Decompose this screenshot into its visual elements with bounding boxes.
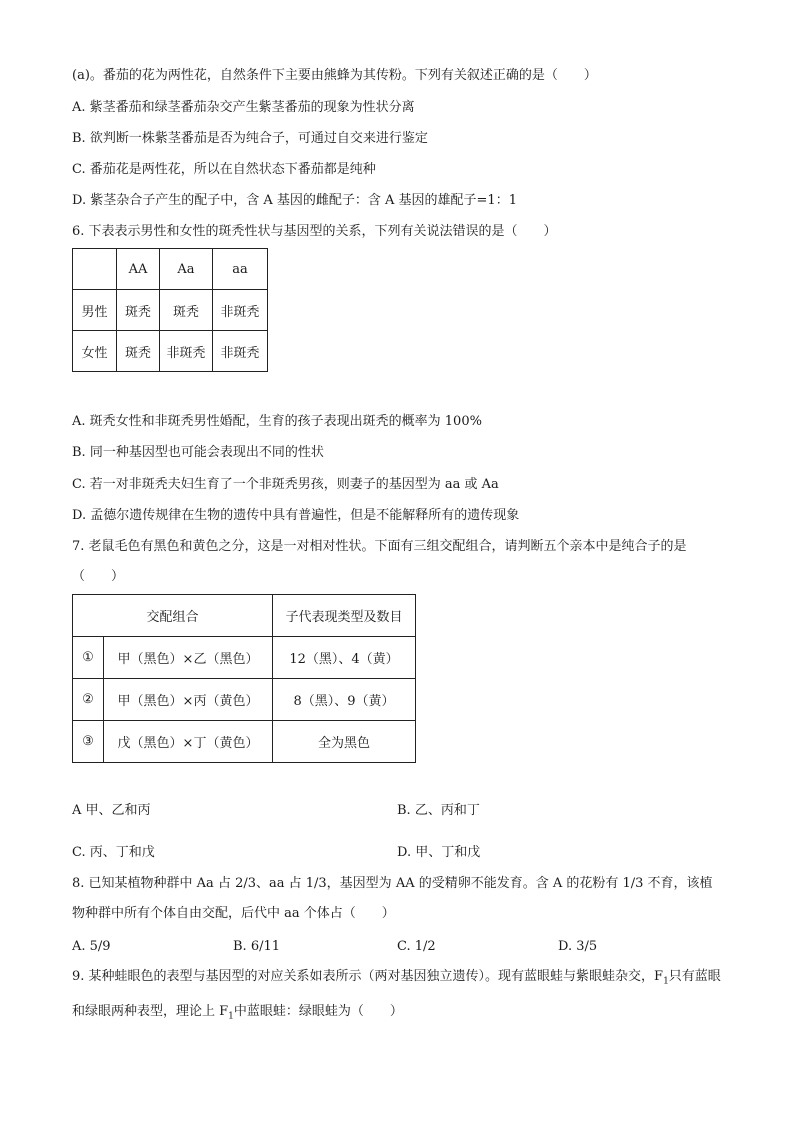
q5-option-c: C. 番茄花是两性花，所以在自然状态下番茄都是纯种 — [72, 162, 376, 177]
table-row — [73, 721, 416, 763]
table-cell: 非斑秃 — [213, 331, 268, 372]
table-cell: AA — [117, 249, 160, 290]
q9-stem-part-3: 中蓝眼蛙：绿眼蛙为（ ） — [233, 1003, 403, 1019]
table-row — [73, 290, 268, 331]
table-cell: 斑秃 — [117, 331, 160, 372]
q5-option-a: A. 紫茎番茄和绿茎番茄杂交产生紫茎番茄的现象为性状分离 — [72, 100, 415, 115]
table-cell: 戊（黑色）×丁（黄色） — [104, 721, 273, 763]
q7-option-d: D. 甲、丁和戊 — [397, 845, 481, 860]
q8-stem: 8. 已知某植物种群中 Aa 占 2/3、aa 占 1/3，基因型为 AA 的受精卵不能发育。含 A 的花粉有 1/3 不育，该植物种群中所有个体自由交配，后代中 aa 个体占（ ） — [72, 876, 713, 921]
q6-option-d: D. 孟德尔遗传规律在生物的遗传中具有普遍性，但是不能解释所有的遗传现象 — [72, 508, 520, 523]
q9-stem-part-2: 只有蓝眼和绿眼两种表型，理论上 F — [72, 969, 721, 1019]
q6-option-a: A. 斑秃女性和非斑秃男性婚配，生育的孩子表现出斑秃的概率为 100% — [72, 414, 482, 429]
table-cell: 斑秃 — [160, 290, 213, 331]
q6-table — [72, 248, 268, 372]
table-cell: ① — [73, 637, 104, 679]
table-cell: 非斑秃 — [160, 331, 213, 372]
table-cell: 男性 — [73, 290, 117, 331]
q5-option-b: B. 欲判断一株紫茎番茄是否为纯合子，可通过自交来进行鉴定 — [72, 131, 428, 146]
table-cell: 甲（黑色）×丙（黄色） — [104, 679, 273, 721]
q9-subscript-2: 1 — [228, 1011, 234, 1022]
q6-option-c: C. 若一对非斑秃夫妇生育了一个非斑秃男孩，则妻子的基因型为 aa 或 Aa — [72, 477, 499, 492]
q6-stem: 6. 下表表示男性和女性的斑秃性状与基因型的关系，下列有关说法错误的是（ ） — [72, 224, 557, 239]
q8-option-b: B. 6/11 — [233, 939, 281, 954]
q8-option-d: D. 3/5 — [558, 939, 598, 954]
q8-option-a: A. 5/9 — [72, 939, 111, 954]
q5-option-d: D. 紫茎杂合子产生的配子中，含 A 基因的雌配子：含 A 基因的雄配子=1：1 — [72, 193, 517, 208]
table-cell: 交配组合 — [73, 595, 273, 637]
table-cell: 非斑秃 — [213, 290, 268, 331]
table-row — [73, 331, 268, 372]
q7-option-a: A 甲、乙和丙 — [72, 803, 151, 818]
table-cell: ② — [73, 679, 104, 721]
q7-table — [72, 594, 416, 763]
table-row — [73, 679, 416, 721]
q7-option-b: B. 乙、丙和丁 — [397, 803, 480, 818]
table-cell: 甲（黑色）×乙（黑色） — [104, 637, 273, 679]
table-cell: 8（黑）、9（黄） — [273, 679, 416, 721]
table-cell: 12（黑）、4（黄） — [273, 637, 416, 679]
table-cell: aa — [213, 249, 268, 290]
table-cell: 全为黑色 — [273, 721, 416, 763]
q9-stem-part-1: 9. 某种蛙眼色的表型与基因型的对应关系如表所示（两对基因独立遗传）。现有蓝眼蛙与紫眼蛙杂交，F — [72, 969, 664, 984]
table-row — [73, 249, 268, 290]
q5-stem: (a)。番茄的花为两性花，自然条件下主要由熊蜂为其传粉。下列有关叙述正确的是（ ） — [72, 68, 597, 83]
table-cell: ③ — [73, 721, 104, 763]
q7-option-c: C. 丙、丁和戊 — [72, 845, 155, 860]
table-cell: 女性 — [73, 331, 117, 372]
table-cell: 斑秃 — [117, 290, 160, 331]
q8-option-c: C. 1/2 — [397, 939, 436, 954]
table-row — [73, 637, 416, 679]
q7-stem: 7. 老鼠毛色有黑色和黄色之分，这是一对相对性状。下面有三组交配组合，请判断五个亲本中是纯合子的是（ ） — [72, 539, 687, 584]
table-cell — [73, 249, 117, 290]
table-cell: Aa — [160, 249, 213, 290]
q9-subscript-1: 1 — [663, 976, 669, 987]
table-row — [73, 595, 416, 637]
table-cell: 子代表现类型及数目 — [273, 595, 416, 637]
q9-stem — [72, 962, 722, 1031]
q6-option-b: B. 同一种基因型也可能会表现出不同的性状 — [72, 445, 324, 460]
